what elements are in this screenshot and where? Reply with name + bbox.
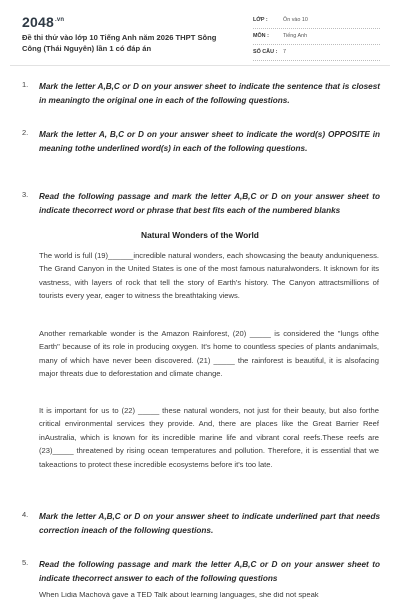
meta-label: SỐ CÂU : bbox=[253, 49, 278, 55]
question-number: 2. bbox=[22, 128, 29, 137]
meta-value: 7 bbox=[283, 49, 286, 55]
question-number: 5. bbox=[22, 558, 29, 567]
meta-value: Ôn vào 10 bbox=[283, 17, 308, 23]
passage-paragraph: It is important for us to (22) _____ these natural wonders, not just for their beauty, but also forthe critical environmental services they provide. And, there are places like the Great Barrier Reef inAustralia, which is known for its incredible marine life and vibrant coral reefs.These reefs are (23)_____ threatened by rising ocean temperatures and pollution. Therefore, it is essential that we takeactions to protect these incredible ecosystems before it's too late. bbox=[39, 406, 379, 469]
partial-text-line: When Lidia Machová gave a TED Talk about learning languages, she did not speak bbox=[39, 592, 319, 599]
question-number: 3. bbox=[22, 190, 29, 199]
meta-row-subject bbox=[253, 31, 380, 45]
question-number: 4. bbox=[22, 510, 29, 519]
meta-row-question-count bbox=[253, 47, 380, 61]
passage-continuation bbox=[39, 592, 379, 600]
question-instruction: Mark the letter A,B,C or D on your answer sheet to indicate underlined part that needs correction ineach of the following questions. bbox=[39, 512, 380, 535]
meta-value: Tiếng Anh bbox=[283, 33, 308, 39]
page-header bbox=[0, 0, 400, 62]
meta-label: MÔN : bbox=[253, 33, 269, 39]
passage-title: Natural Wonders of the World bbox=[141, 230, 259, 240]
question-number: 1. bbox=[22, 80, 29, 89]
passage-paragraph: Another remarkable wonder is the Amazon Rainforest, (20) _____ is considered the "lungs ofthe Earth" because of its role in producing oxygen. It's home to countless species of plants andanimals, many of which have never been discovered. (21) _____ the rainforest is beautiful, it is alsofacing major threats due to deforestation and climate change. bbox=[39, 329, 379, 379]
question-instruction: Mark the letter A, B,C or D on your answer sheet to indicate the word(s) OPPOSITE in meaning tothe underlined word(s) in each of the following questions. bbox=[39, 130, 380, 153]
question-instruction: Read the following passage and mark the letter A,B,C or D on your answer sheet to indicate thecorrect word or phrase that best fits each of the numbered blanks bbox=[39, 192, 380, 215]
site-logo[interactable]: $2048^{.vn}$ bbox=[22, 14, 65, 30]
passage-paragraph: The world is full (19)______incredible natural wonders, each showcasing the beauty anduniqueness. The Grand Canyon in the United States is one of the most famous naturalwonders. It isknown for its vastness, with layers of rock that tell the story of Earth's history. The Canyon attractsmillions of tourists every year, eager to witness the breathtaking views. bbox=[39, 251, 379, 301]
question-instruction: Mark the letter A,B,C or D on your answer sheet to indicate the sentence that is closest in meaningto the original one in each of the following questions. bbox=[39, 82, 380, 105]
question-instruction: Read the following passage and mark the letter A,B,C or D on your answer sheet to indicate thecorrect answer to each of the following questions bbox=[39, 560, 380, 583]
exam-title: Đề thi thử vào lớp 10 Tiếng Anh năm 2026 THPT Sông Công (Thái Nguyên) lần 1 có đáp án bbox=[22, 33, 217, 53]
meta-row-class bbox=[253, 15, 380, 29]
header-divider bbox=[10, 65, 390, 66]
meta-label: LỚP : bbox=[253, 17, 268, 23]
exam-meta bbox=[253, 15, 380, 63]
